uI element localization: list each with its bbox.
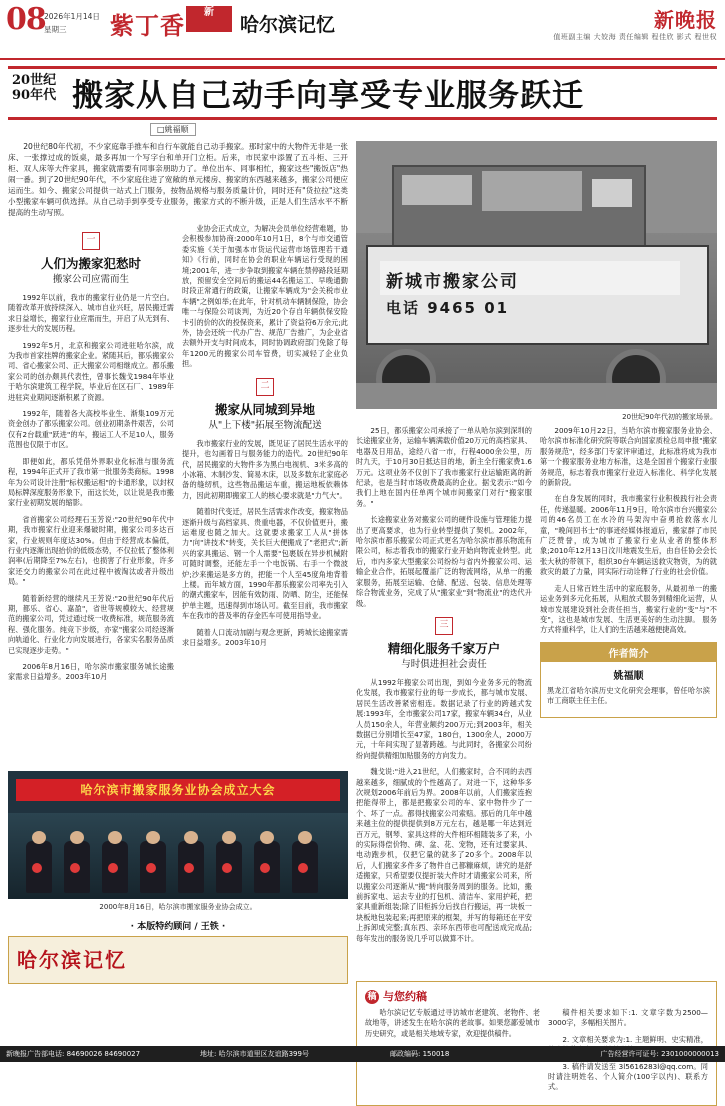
paragraph: 25日，都乐搬家公司承接了一单从哈尔滨到深圳的长途搬家业务，运输车辆满载价值20万元的高档家具、电器及日用品，途经八省一市，行程4000余公里，历时九天，于10月30日抵达目的地，新主全行搬家费1.6万元。这项业务不仅创下了我市搬家行业运输距离的新纪录，也是当时市场收费最高的企业。据戈表示:"如今我们上地在国内任单两个城市间搬家门对行"搬家服务。" <box>356 426 532 508</box>
author-box-title: 作者简介 <box>541 643 716 662</box>
assoc-photo-caption: 2000年8月16日，哈尔滨市搬家服务业协会成立。 <box>99 903 257 911</box>
photo-caption-top: 20世纪90年代初的搬家场景。 <box>622 413 717 421</box>
paragraph: 走人日常百姓生活中的家庭服务，从最初单一的搬运业务到多元化拓展，从粗放式服务到精细化运营，从城市发展建设到社会责任担当，搬家行业的"变"与"不变"，这也是城市发展、生活更美好的生动注脚。 服务方式将重科学，让人们的生活越来越便捷高效。 <box>540 583 717 635</box>
historic-moving-photo: 新城市搬家公司 电话 9465 01 <box>356 141 717 409</box>
subhead-2 <box>182 402 348 434</box>
byline-text: □姚福顺 <box>150 123 196 136</box>
paragraph: 即便如此，都乐凭借外界职业化标准与服务流程，1994年正式开了我市第一批服务类商标。1998年为公司设计注册"标权搬运相"的卡通形象，以封权局标牌深度服务形象下，而这长处，以让说是我市搬家行业初期发展的缩影。 <box>8 456 174 508</box>
footer-ad-phone: 新晚报广告部电话: 84690026 84690027 <box>6 1050 141 1058</box>
paragraph: 魏戈说:"进入21世纪，人们搬家时，合不同的去西越来越多，细腻成的个性越高了。对进一下，这种华多次规划2006年前后为界。2008年以前，人们搬家连抱把能得带上，都是把搬家公司的车、家中物件少了一个、坏了一点。都得找搬家公司索赔。那后的几年中越来越主位的提供提供到8万元左右，越是哪一年达到近百万元，钢琴、家具这样的大件相环相随装多了来，小的实际得偿价物、碑、盆、花、宠物，还有过要家具、电动跑步机，仅把它量的就多了20多个。2008年以后，人们搬家多件多了物件自己都糠麻烦，讲究的是舒适搬家，只希望要仅提折装大件时才请搬家公司来，所以搬家公司逐渐从"搬"转向服务周到的服务。比如，搬前拆家电、运去专业的打包机、清洁车、家用护耗，把家具重新组装;除了旧柜拆分后找自行搬运，再一块板一块板地包装起来;再把原来的框架，并写的每箱还在平安上拆卸成完整;真东西、亲环东西带也可配送成完成品;每年发出的服务说几乎可以做算不计。 <box>356 767 532 943</box>
submission-box[interactable] <box>356 981 717 1106</box>
subhead-1-line1: 人们为搬家犯愁时 <box>40 256 141 271</box>
section-number-2: 二 <box>256 378 274 396</box>
byline <box>0 124 717 135</box>
memory-logo-box <box>8 936 348 984</box>
section-name: 紫丁香 <box>110 11 185 40</box>
paragraph: 2006年8月16日，哈尔滨市搬家服务城长途搬家需求日益增多。2003年10月 <box>8 662 174 682</box>
kicker-line-1: 20世纪 <box>12 73 57 88</box>
assoc-founding-photo <box>8 771 348 899</box>
section-number-3: 三 <box>435 617 453 635</box>
kicker-line-2: 90年代 <box>12 88 57 103</box>
date-text: 2026年1月14日 <box>44 12 100 21</box>
paragraph: 随着人口流动加剧与观念更新，跨城长途搬家需求日益增多。2003年10月 <box>182 627 348 647</box>
paragraph: 1992年5月，北京和搬家公司进驻哈尔滨，成为我市首家挂牌的搬家企业。紧随其后，都乐搬家公司、省心搬家公司、正大搬家公司相继成立。都乐搬家公司的创办颇具代表性，曾事长魏戈1984年毕业于哈尔滨建筑工程学院，毕业后在区石厂、1989年进驻宾业期间逐渐积累了资源。 <box>8 340 174 402</box>
memory-logo-text: 哈尔滨记忆 <box>17 948 127 972</box>
submission-title <box>365 988 708 1004</box>
submission-paragraph: 稿件相关要求如下:1. 文章字数为2500—3000字，多幅相关图片。 <box>548 1008 708 1028</box>
assoc-photo-block <box>8 771 348 984</box>
subhead-3 <box>356 641 532 673</box>
subhead-1-line2: 搬家公司应需而生 <box>52 274 129 285</box>
weekday-text: 星期三 <box>44 25 67 34</box>
column-3 <box>356 141 717 950</box>
paragraph: 业协会正式成立，为解决会员单位经营难题，协会积极参加协商:2000年10月1日，8个与市交通管委实施《关于加强本市货运代运营市场管理若干通知》《行前，同时在协会的职业车辆运行受现的困境;2001年，进一步争取到搬家车辆在禁停路段延期放，预留安全空间后的搬运44名搬运工、早晚通勤时段正常通行的政策，让搬家车辆成为"会关税市业车辆"之例如举;在此年，针对机动车辆制保险，协会唯一与保险公司谈判，为近20个存自年辆供保安险卡引的价的次的投保资来，累计了资益符6万余元;此外，协会还统一代办广告、规范厂告推广，为企业省去额外开支与时间成本，同时协调政府部门免除了每年1200元的搬家公司车管费，切实减轻了企业负担。 <box>182 224 348 369</box>
column-3a <box>356 426 532 950</box>
column-1-top <box>8 224 174 689</box>
column-title: 哈尔滨记忆 <box>240 14 336 36</box>
paragraph: 长途搬家业务对搬家公司的硬件设施与管理能力提出了更高要求，也为行业转型提供了契机。2002年，哈尔滨市都乐搬家公司正式更名为哈尔滨市都乐物流有限公司，标志着我市的搬家行业开始向物流业转型。此后，市内多家大型搬家公司纷纷与省内外搬家公司、运输企业合作，拓展起覆盖广泛的物流网络，从单一的搬家服务，拓展至运输、仓储、配送、包装、信息处理等综合物流业务，完成了从"搬家业"到"物流业"的迭代升级。 <box>356 515 532 608</box>
seal-stamp: 新 <box>186 6 232 32</box>
submission-paragraph: 哈尔滨记忆专版通过寻访城市老建筑、老物件、老故地等，讲述发生在哈尔滨的老故事。如果您鄙爱城市历史研究，或是相关地域专家，欢迎提供稿件。 <box>365 1008 540 1038</box>
paragraph: 1992年以前，我市的搬家行业仍是一片空白。随着改革开放持续深入、城市自业兴旺，居民搬迁需求日益增长，搬家行业应需而生，开启了从无到有、逐步壮大的发展历程。 <box>8 293 174 334</box>
page-number: 08 <box>6 2 46 37</box>
lead-paragraph: 20世纪80年代初，不少家庭靠手推车和自行车就能自己动手搬家。那时家中的大物件无非是一张床、一张撑过成的饭桌，最多再加一个写字台和单开门立柜。后来，市民家中添置了五斗柜、三开柜、双人床等大件家具，搬家就需要有同事亲朋助力了。单位出车、同事相忙，搬家这些"搬饭店"热闹一番。到了20世纪90年代，不少家庭住进了宽敞的单元楼房、搬家的东西越来越多，搬家公司便应运而生。如今、搬家公司提供一站式上门服务，按物品规格与服务质量计价，同时还有"货拉拉"这类小型搬家车辆可供选择。从自己动手到享受专业服务，搬家方式的不断升级，正是人们生活水平不断提高的生动写照。 <box>8 142 348 217</box>
author-box <box>540 642 717 718</box>
section-number-1: 一 <box>82 232 100 250</box>
submission-block <box>356 981 717 1106</box>
submission-paragraph: 3. 稿件请发送至 3l5616283l@qq.com。同时请注明姓名、个人简介(100字以内)、联系方式。 <box>548 1061 708 1092</box>
paragraph: 在自身发展的同时，我市搬家行业积极践行社会责任，传递温暖。2006年11月9日，哈尔滨市台兴搬家公司的46名员工在水冷的马架沟中奋勇抢救落水儿童，"晚间回书士"的事迹经媒体报道后，搬家群了市民广泛赞誉，成为城市了搬家行业从业者的整体形象;2010年12月13日汶川地震发生后，由自任协会会长张大秋的带领下，组织30台车辆运送救灾物资，为的就救灾的最了力量，同实际行动诠释了行业的社会价值。 <box>540 494 717 577</box>
subhead-1 <box>8 256 174 288</box>
headline-block <box>8 66 717 120</box>
paragraph: 从1992年搬家公司出现，到如今业务多元的物流化发展，我市搬家行业的每一步成长，都与城市发展、居民生活改善紧密相连。数据记录了行业的跨越式发展:1993年，全市搬家公司17家，搬家车辆34台，从业人员150余人，年营业额约200万元;到2003年，相关数据已分别增长至47家，180台，1300余人，2000万元，十年间实现了显著跨越。与此同时，各搬家公司纷纷向提供精细加贴服务的方向发力。 <box>356 677 532 760</box>
footer-license: 广告经营许可证号: 2301000000013 <box>600 1050 719 1058</box>
paragraph: 我市搬家行业的发展，既见证了居民生活水平的提升，也勾画着日与服务能力的造代。20世纪90年代，居民搬家的大物件多为黑白电视机、3米多高的小冰箱、木制沙发、简易木床，以及多数东北家庭必备的缝纫机，这些物品搬运车重，搬运地板依赖体力，因此初期即搬家工人的核心要求就是"力气大"。 <box>182 438 348 500</box>
headline-main: 搬家从自己动手向享受专业服务跃迁 <box>72 78 584 114</box>
paragraph: 随着时代变迁，居民生活需求作改变，搬家物品逐渐升级与高档家具、贵重电器，不仅价值更升，搬运难度也随之加大。这就要求搬家工人从"拼体力"向"讲技术"转变，关长巨大便搬成了"老把式";新兴的家具搬运、钢一个人需要"包裹版在异步机械附可随时调整，还能左手一个电饭锅、右手一个微波炉;沙来搬运是多方的，把能一个人至45度角地背着上楼。而年城方面，1990年都乐搬家公司率先引入的潮式搬家车，因能有效防雨、防晒、防尘，还能保护单主题，迅速得到市场认可。截至目前，我市搬家车在我市的普及率的存金匹车可使用指导业。 <box>182 507 348 621</box>
subhead-2-line2: 从"上下楼"拓展至物流配送 <box>208 419 322 431</box>
paper-logo: 新晚报 <box>654 8 717 32</box>
headline-kicker <box>12 73 56 103</box>
assoc-banner-text: 哈尔滨市搬家服务业协会成立大会 <box>16 779 340 801</box>
column-2-top <box>182 224 348 689</box>
paragraph: 1992年，随着各大高校毕业生、渐集109万元资金创办了都乐搬家公司。创业初期条件艰苦，公司仅有2台载重"跃进"的车，搬运工人不足10人，服务范围也仅限于市区。 <box>8 409 174 450</box>
author-bio: 黑龙江省哈尔滨历史文化研究会理事，曾任哈尔滨市工商联主任主任。 <box>547 685 710 706</box>
page-footer <box>0 1046 725 1062</box>
adviser-line: · 本版特约顾问 / 王铁 · <box>130 922 226 932</box>
footer-address: 地址: 哈尔滨市道里区友谊路399号 <box>200 1050 309 1058</box>
date-block <box>44 10 100 36</box>
paragraph: 省首搬家公司经理石玉芳说:"20世纪90年代中期，我市搬家行业迎来爆破时期，搬家公司多达百家，行业规则年度达30%。但由于经营成本偏低，行业内逐渐出现抬价的低级态势，不仅拉低了整体利润率(后期降至7%左右)，也损害了行业形象，许多家还交力的搬家公司在此过程中被淘汰或者升级出局。" <box>8 514 174 587</box>
subhead-2-line1: 搬家从同城到异地 <box>214 401 315 417</box>
paragraph: 2009年10月22日，当哈尔滨市搬家服务业协会、哈尔滨市标准化研究院等联合向国家质检总局申报"搬家服务规范"，经多部门专家评审通过，此标准将成为我市第一个搬家服务业地方标准，这是全国首个搬家行业服务规范，标志着我市搬家行业迈入标准化、科学化发展的新阶段。 <box>540 426 717 488</box>
paragraph: 随着新经营的继续凡王芳说:"20世纪90年代后期，都乐、省心、嘉盈"，省世等规模较大、经营规范的搬家公司，凭过通过统一收费标准，规范服务流程、强化服务。纯竞下步级，亦家"搬家公司经逐渐向轨道化、行业化方向发展进行，各家实名服务品质已实现逐步走势。" <box>8 593 174 655</box>
footer-postcode: 邮政编码: 150018 <box>390 1050 450 1058</box>
submission-title-text: 与您约稿 <box>383 990 427 1003</box>
assoc-stage <box>8 813 348 899</box>
submission-paragraph: 2. 文章相关要求为:1. 主题鲜明、史实精准， <box>562 1034 708 1044</box>
masthead <box>0 0 725 60</box>
subhead-3-line2: 与时俱进担社会责任 <box>401 658 487 670</box>
column-3b <box>540 426 717 950</box>
masthead-credits: 值班副主编 大姣海 责任编辑 程佳欣 影式 程世权 <box>553 33 717 41</box>
subhead-3-line1: 精细化服务千家万户 <box>387 640 501 656</box>
author-name: 姚福顺 <box>613 670 644 682</box>
submission-mark-icon: 稿 <box>365 990 379 1004</box>
